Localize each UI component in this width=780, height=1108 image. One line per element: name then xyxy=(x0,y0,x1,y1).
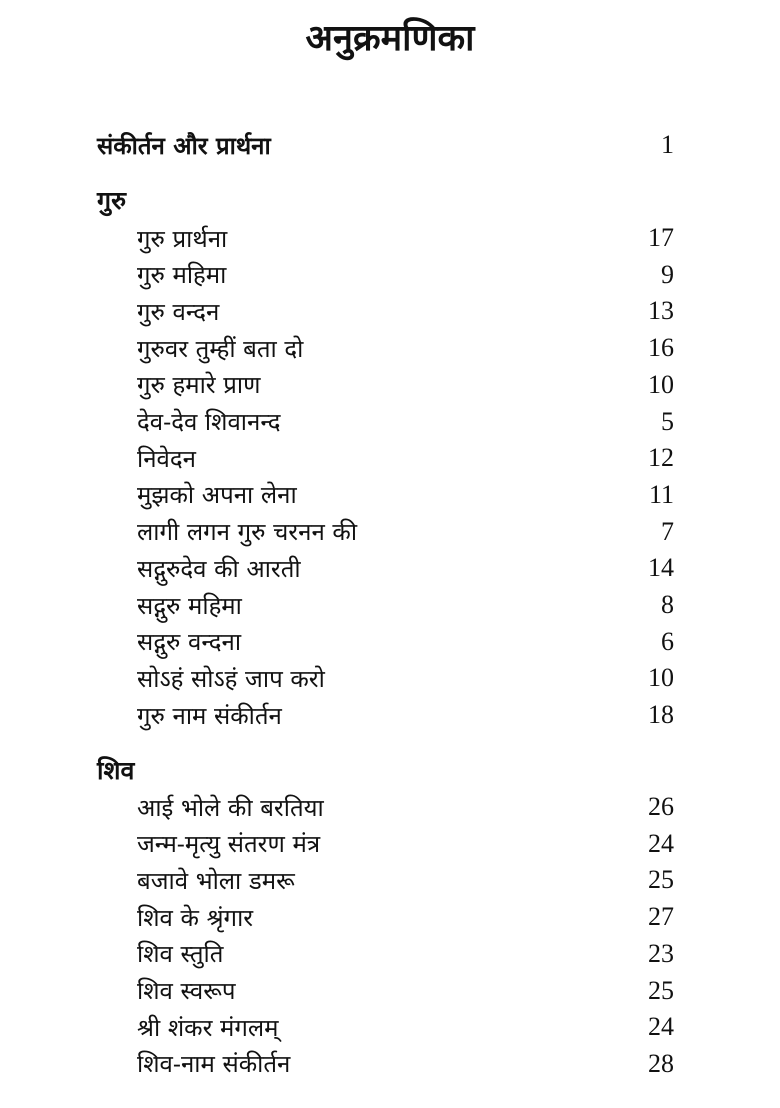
section-heading xyxy=(0,752,780,788)
toc-entry[interactable] xyxy=(0,826,780,862)
toc-entry[interactable] xyxy=(0,293,780,329)
toc-entry[interactable] xyxy=(0,257,780,293)
toc-entry-page: 1 xyxy=(661,130,674,159)
toc-entry[interactable] xyxy=(0,862,780,898)
toc-entry-page: 27 xyxy=(648,902,674,932)
toc-entry-label: बजावे भोला डमरू xyxy=(137,866,295,895)
section-heading xyxy=(0,182,780,218)
toc-entry[interactable] xyxy=(0,1046,780,1082)
toc-entry-label: देव-देव शिवानन्द xyxy=(137,408,281,436)
toc-entry-label: गुरु नाम संकीर्तन xyxy=(137,701,282,730)
toc-entry-page: 16 xyxy=(648,333,674,363)
toc-entry[interactable] xyxy=(0,789,780,825)
toc-entry-label: श्री शंकर मंगलम् xyxy=(137,1013,279,1042)
toc-entry[interactable] xyxy=(0,899,780,935)
toc-entry-page: 24 xyxy=(648,828,674,858)
toc-entry-page: 24 xyxy=(648,1012,674,1042)
toc-entry-intro[interactable] xyxy=(0,127,780,163)
toc-entry-page: 25 xyxy=(648,865,674,895)
toc-entry-label: आई भोले की बरतिया xyxy=(137,793,324,822)
toc-entry-page: 12 xyxy=(648,443,674,473)
toc-entry-label: गुरु हमारे प्राण xyxy=(137,371,261,400)
toc-entry-page: 23 xyxy=(648,938,674,968)
toc-entry[interactable] xyxy=(0,550,780,586)
toc-entry-label: शिव स्वरूप xyxy=(137,977,236,1005)
toc-entry[interactable] xyxy=(0,936,780,972)
toc-entry-label: गुरु महिमा xyxy=(137,261,227,290)
toc-entry-label: गुरु प्रार्थना xyxy=(137,224,228,253)
toc-entry-label: सद्गुरु महिमा xyxy=(137,591,242,620)
toc-entry[interactable] xyxy=(0,587,780,623)
toc-entry-page: 18 xyxy=(648,700,674,730)
page-title: अनुक्रमणिका xyxy=(305,17,475,59)
toc-entry[interactable] xyxy=(0,514,780,550)
toc-entry[interactable] xyxy=(0,660,780,696)
toc-entry[interactable] xyxy=(0,697,780,733)
toc-entry-page: 28 xyxy=(648,1048,674,1078)
toc-entry-page: 25 xyxy=(648,975,674,1005)
toc-entry[interactable] xyxy=(0,624,780,660)
toc-entry-label: निवेदन xyxy=(137,444,196,473)
toc-entry-page: 7 xyxy=(661,516,674,546)
section-heading-label: शिव xyxy=(97,756,135,785)
toc-entry[interactable] xyxy=(0,1009,780,1045)
toc-entry-page: 17 xyxy=(648,223,674,252)
toc-entry[interactable] xyxy=(0,330,780,366)
toc-entry[interactable] xyxy=(0,440,780,476)
toc-entry[interactable] xyxy=(0,220,780,256)
toc-entry[interactable] xyxy=(0,477,780,513)
toc-entry-page: 13 xyxy=(648,296,674,326)
toc-entry-label: शिव-नाम संकीर्तन xyxy=(137,1050,291,1079)
toc-entry-label: सोऽहं सोऽहं जाप करो xyxy=(137,664,325,693)
toc-entry-page: 8 xyxy=(661,590,674,619)
toc-entry[interactable] xyxy=(0,404,780,440)
toc-entry-page: 26 xyxy=(648,792,674,821)
toc-entry-page: 6 xyxy=(661,626,674,656)
toc-entry-page: 5 xyxy=(661,406,674,436)
toc-entry-label: जन्म-मृत्यु संतरण मंत्र xyxy=(137,830,321,859)
section-heading-label: गुरु xyxy=(97,186,127,215)
toc-entry-page: 14 xyxy=(648,553,674,583)
toc-entry-label: मुझको अपना लेना xyxy=(137,481,297,510)
toc-entry-label: सद्गुरु वन्दना xyxy=(137,628,242,657)
toc-entry-label: लागी लगन गुरु चरनन की xyxy=(137,518,358,547)
toc-entry-label: संकीर्तन और प्रार्थना xyxy=(97,130,271,160)
toc-entry-label: गुरु वन्दन xyxy=(137,297,220,326)
toc-entry-page: 10 xyxy=(648,663,674,693)
toc-entry-page: 10 xyxy=(648,369,674,399)
toc-entry-label: सद्गुरुदेव की आरती xyxy=(137,554,301,583)
toc-entry-label: गुरुवर तुम्हीं बता दो xyxy=(137,334,304,363)
toc-entry[interactable] xyxy=(0,973,780,1009)
toc-entry-page: 9 xyxy=(661,259,674,289)
toc-entry-page: 11 xyxy=(648,479,674,509)
toc-entry-label: शिव स्तुति xyxy=(137,940,224,969)
toc-entry[interactable] xyxy=(0,367,780,403)
toc-entry-label: शिव के श्रृंगार xyxy=(137,903,254,932)
